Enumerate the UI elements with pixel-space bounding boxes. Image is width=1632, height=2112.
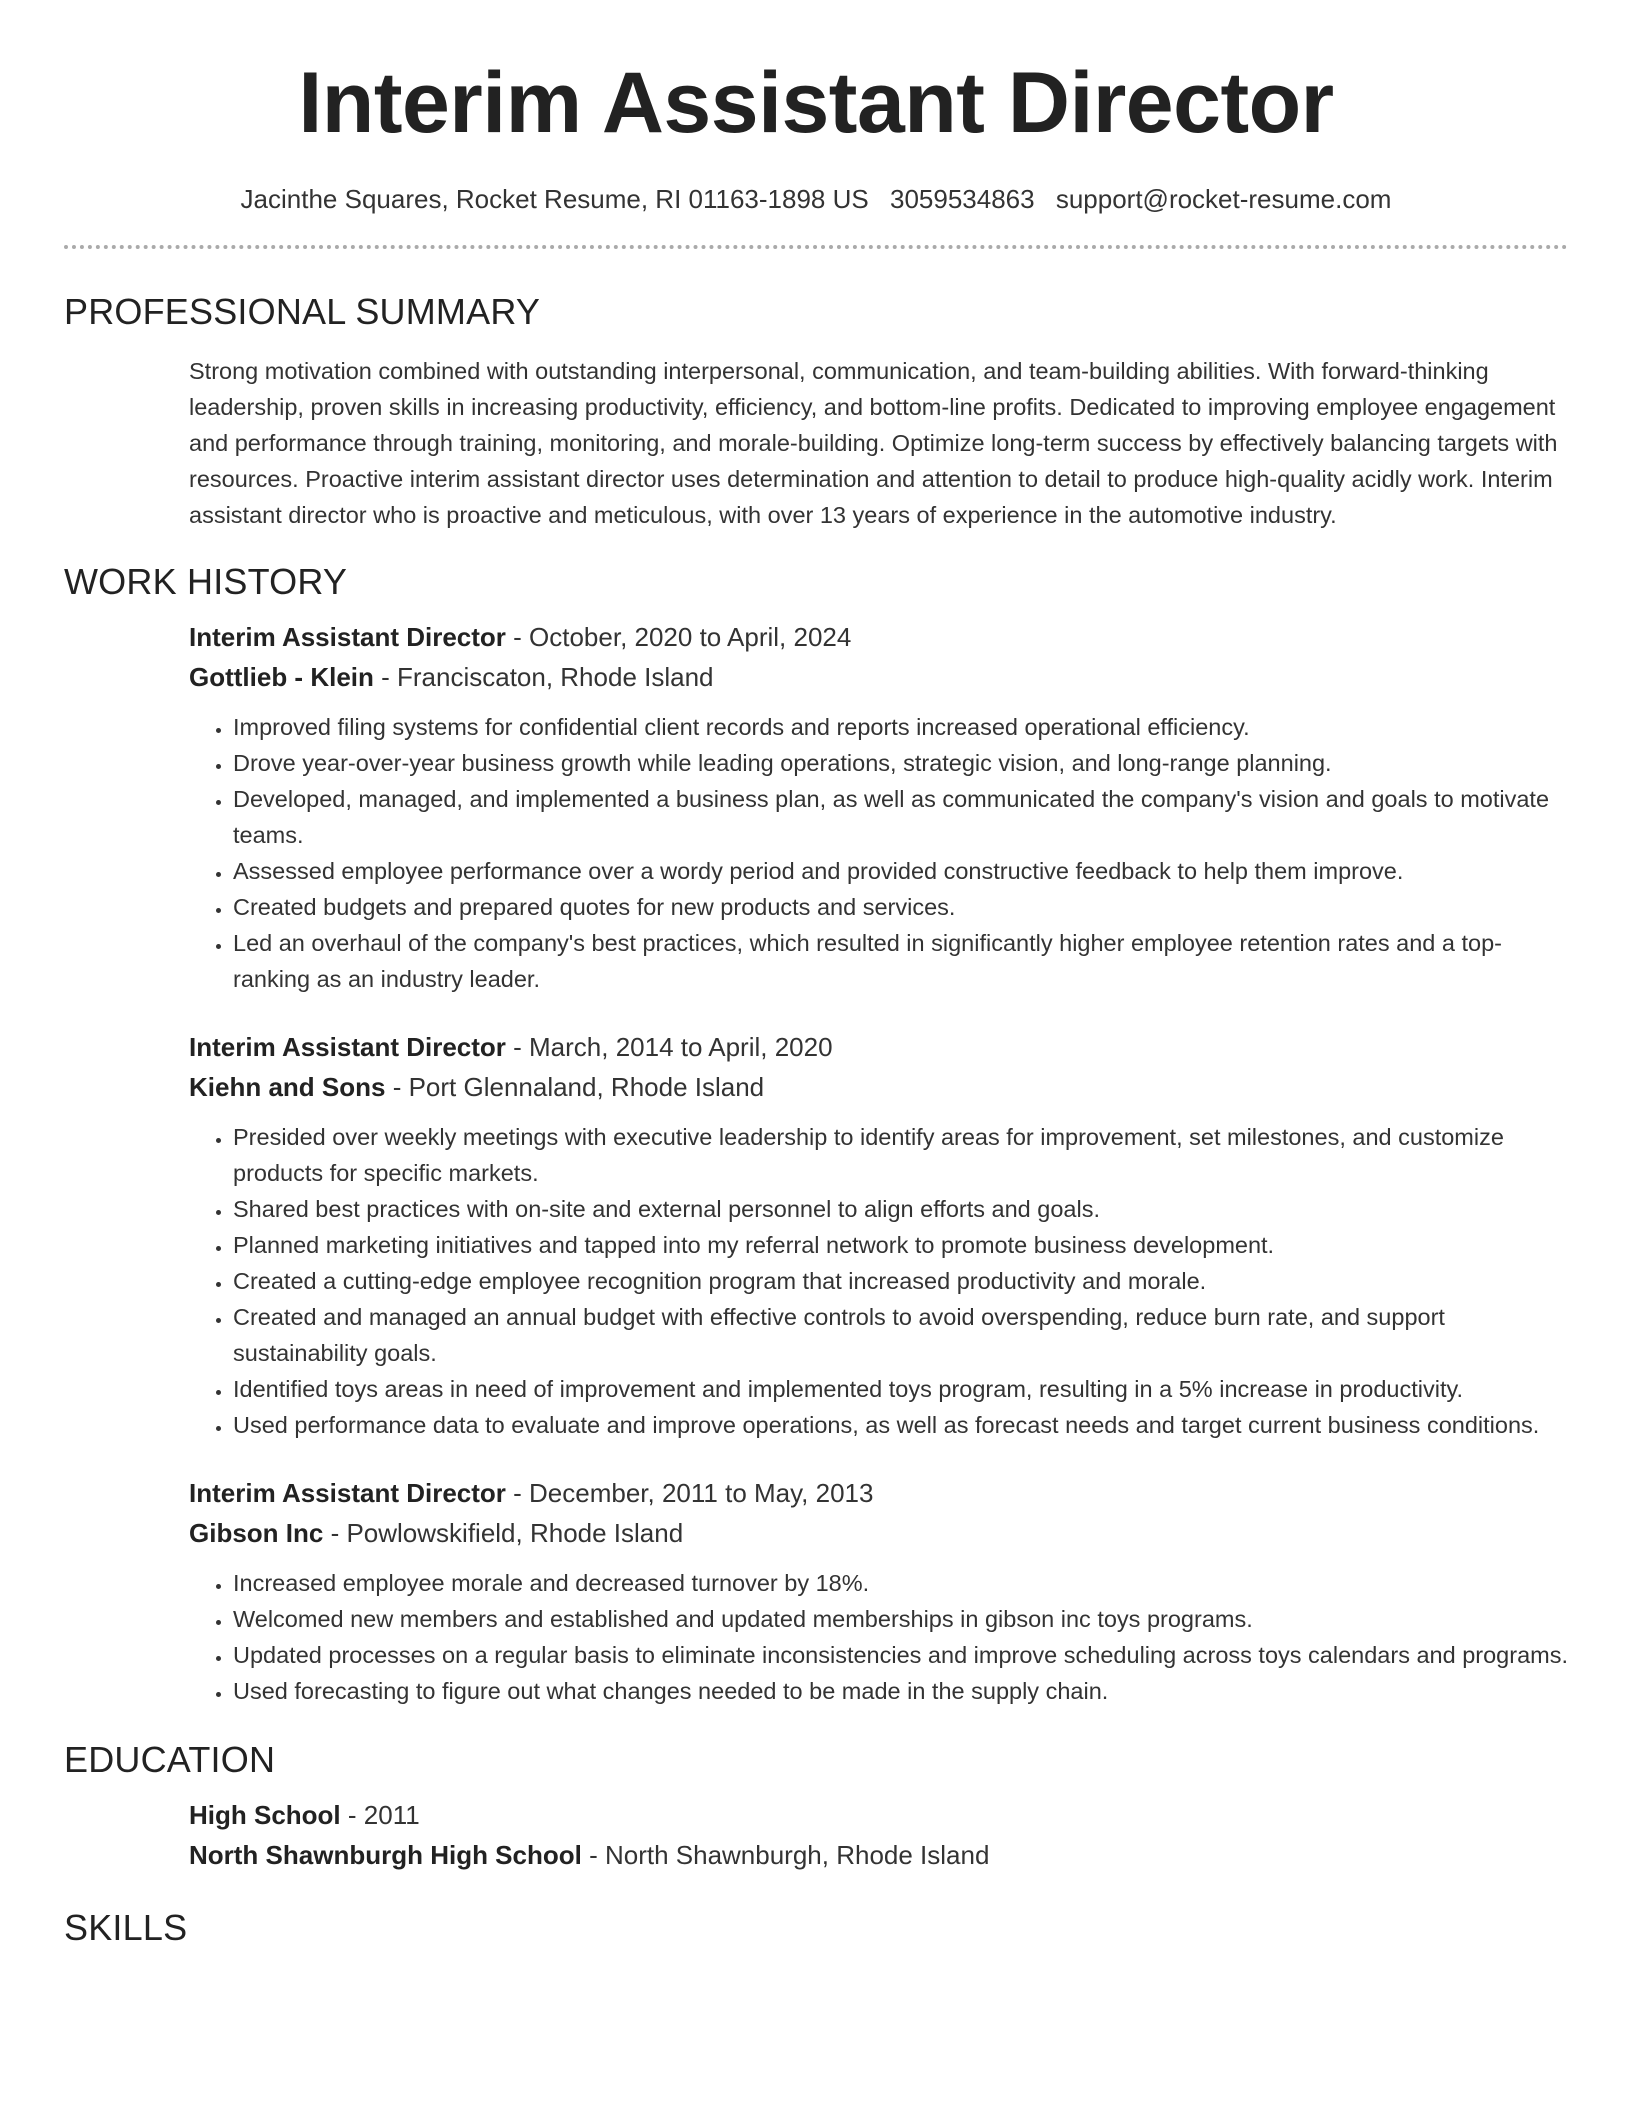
education-location: - North Shawnburgh, Rhode Island (581, 1840, 990, 1870)
contact-line (64, 184, 1568, 215)
job-dates: - March, 2014 to April, 2020 (505, 1032, 833, 1062)
list-item: • Shared best practices with on-site and external personnel to align efforts and goals. (233, 1191, 1568, 1227)
job-entry (189, 617, 1568, 997)
job-location: - Franciscaton, Rhode Island (373, 662, 714, 692)
education-heading: EDUCATION (64, 1739, 276, 1780)
summary-section (64, 353, 1568, 533)
education-section (64, 1795, 1568, 1875)
education-school: North Shawnburgh High School (189, 1840, 582, 1870)
contact-phone: 3059534863 (889, 184, 1035, 214)
contact-email: support@rocket-resume.com (1055, 184, 1392, 214)
job-location: - Powlowskifield, Rhode Island (323, 1518, 684, 1548)
job-location: - Port Glennaland, Rhode Island (385, 1072, 765, 1102)
job-company-line (189, 1513, 1568, 1553)
contact-address: Jacinthe Squares, Rocket Resume, RI 01163-1898 US (240, 184, 869, 214)
job-dates: - December, 2011 to May, 2013 (505, 1478, 874, 1508)
education-year: - 2011 (340, 1800, 420, 1830)
list-item: • Updated processes on a regular basis to eliminate inconsistencies and improve scheduling across toys calendars and programs. (233, 1637, 1568, 1673)
header-divider (64, 245, 1568, 249)
education-school-line (189, 1835, 1568, 1875)
list-item: • Created and managed an annual budget with effective controls to avoid overspending, reduce burn rate, and support sustainability goals. (233, 1299, 1568, 1371)
job-title-line (189, 1473, 1568, 1513)
job-entry (189, 1027, 1568, 1443)
resume-name: Interim Assistant Director (298, 55, 1334, 151)
job-bullets (189, 1119, 1568, 1443)
job-entry (189, 1473, 1568, 1709)
list-item: • Created budgets and prepared quotes for new products and services. (233, 889, 1568, 925)
job-company-line (189, 1067, 1568, 1107)
job-title-line (189, 1027, 1568, 1067)
job-role: Interim Assistant Director (189, 1478, 506, 1508)
list-item: • Assessed employee performance over a wordy period and provided constructive feedback to help them improve. (233, 853, 1568, 889)
job-role: Interim Assistant Director (189, 622, 506, 652)
education-degree-line (189, 1795, 1568, 1835)
education-degree: High School (189, 1800, 341, 1830)
summary-heading: PROFESSIONAL SUMMARY (64, 291, 541, 332)
list-item: • Increased employee morale and decreased turnover by 18%. (233, 1565, 1568, 1601)
job-title-line (189, 617, 1568, 657)
skills-heading: SKILLS (64, 1907, 188, 1948)
work-history-heading: WORK HISTORY (64, 561, 348, 602)
list-item: • Created a cutting-edge employee recognition program that increased productivity and morale. (233, 1263, 1568, 1299)
job-company: Kiehn and Sons (189, 1072, 386, 1102)
list-item: • Developed, managed, and implemented a business plan, as well as communicated the company's vision and goals to motivate teams. (233, 781, 1568, 853)
list-item: • Drove year-over-year business growth while leading operations, strategic vision, and long-range planning. (233, 745, 1568, 781)
list-item: • Planned marketing initiatives and tapped into my referral network to promote business development. (233, 1227, 1568, 1263)
job-dates: - October, 2020 to April, 2024 (505, 622, 852, 652)
list-item: • Led an overhaul of the company's best practices, which resulted in significantly higher employee retention rates and a top-ranking as an industry leader. (233, 925, 1568, 997)
list-item: • Welcomed new members and established and updated memberships in gibson inc toys programs. (233, 1601, 1568, 1637)
job-bullets (189, 709, 1568, 997)
job-company: Gottlieb - Klein (189, 662, 374, 692)
list-item: • Used forecasting to figure out what changes needed to be made in the supply chain. (233, 1673, 1568, 1709)
summary-text: Strong motivation combined with outstanding interpersonal, communication, and team-building abilities. With forward-thinking leadership, proven skills in increasing productivity, efficiency, and bottom-line profits. Dedicated to improving employee engagement and performance through training, monitoring, and morale-building. Optimize long-term success by effectively balancing targets with resources. Proactive interim assistant director uses determination and attention to detail to produce high-quality acidly work. Interim assistant director who is proactive and meticulous, with over 13 years of experience in the automotive industry. (189, 358, 1558, 528)
job-company: Gibson Inc (189, 1518, 324, 1548)
list-item: • Used performance data to evaluate and improve operations, as well as forecast needs and target current business conditions. (233, 1407, 1568, 1443)
list-item: • Presided over weekly meetings with executive leadership to identify areas for improvement, set milestones, and customize products for specific markets. (233, 1119, 1568, 1191)
job-role: Interim Assistant Director (189, 1032, 506, 1062)
work-history-section (64, 617, 1568, 1709)
list-item: • Identified toys areas in need of improvement and implemented toys program, resulting in a 5% increase in productivity. (233, 1371, 1568, 1407)
job-company-line (189, 657, 1568, 697)
list-item: • Improved filing systems for confidential client records and reports increased operational efficiency. (233, 709, 1568, 745)
job-bullets (189, 1565, 1568, 1709)
